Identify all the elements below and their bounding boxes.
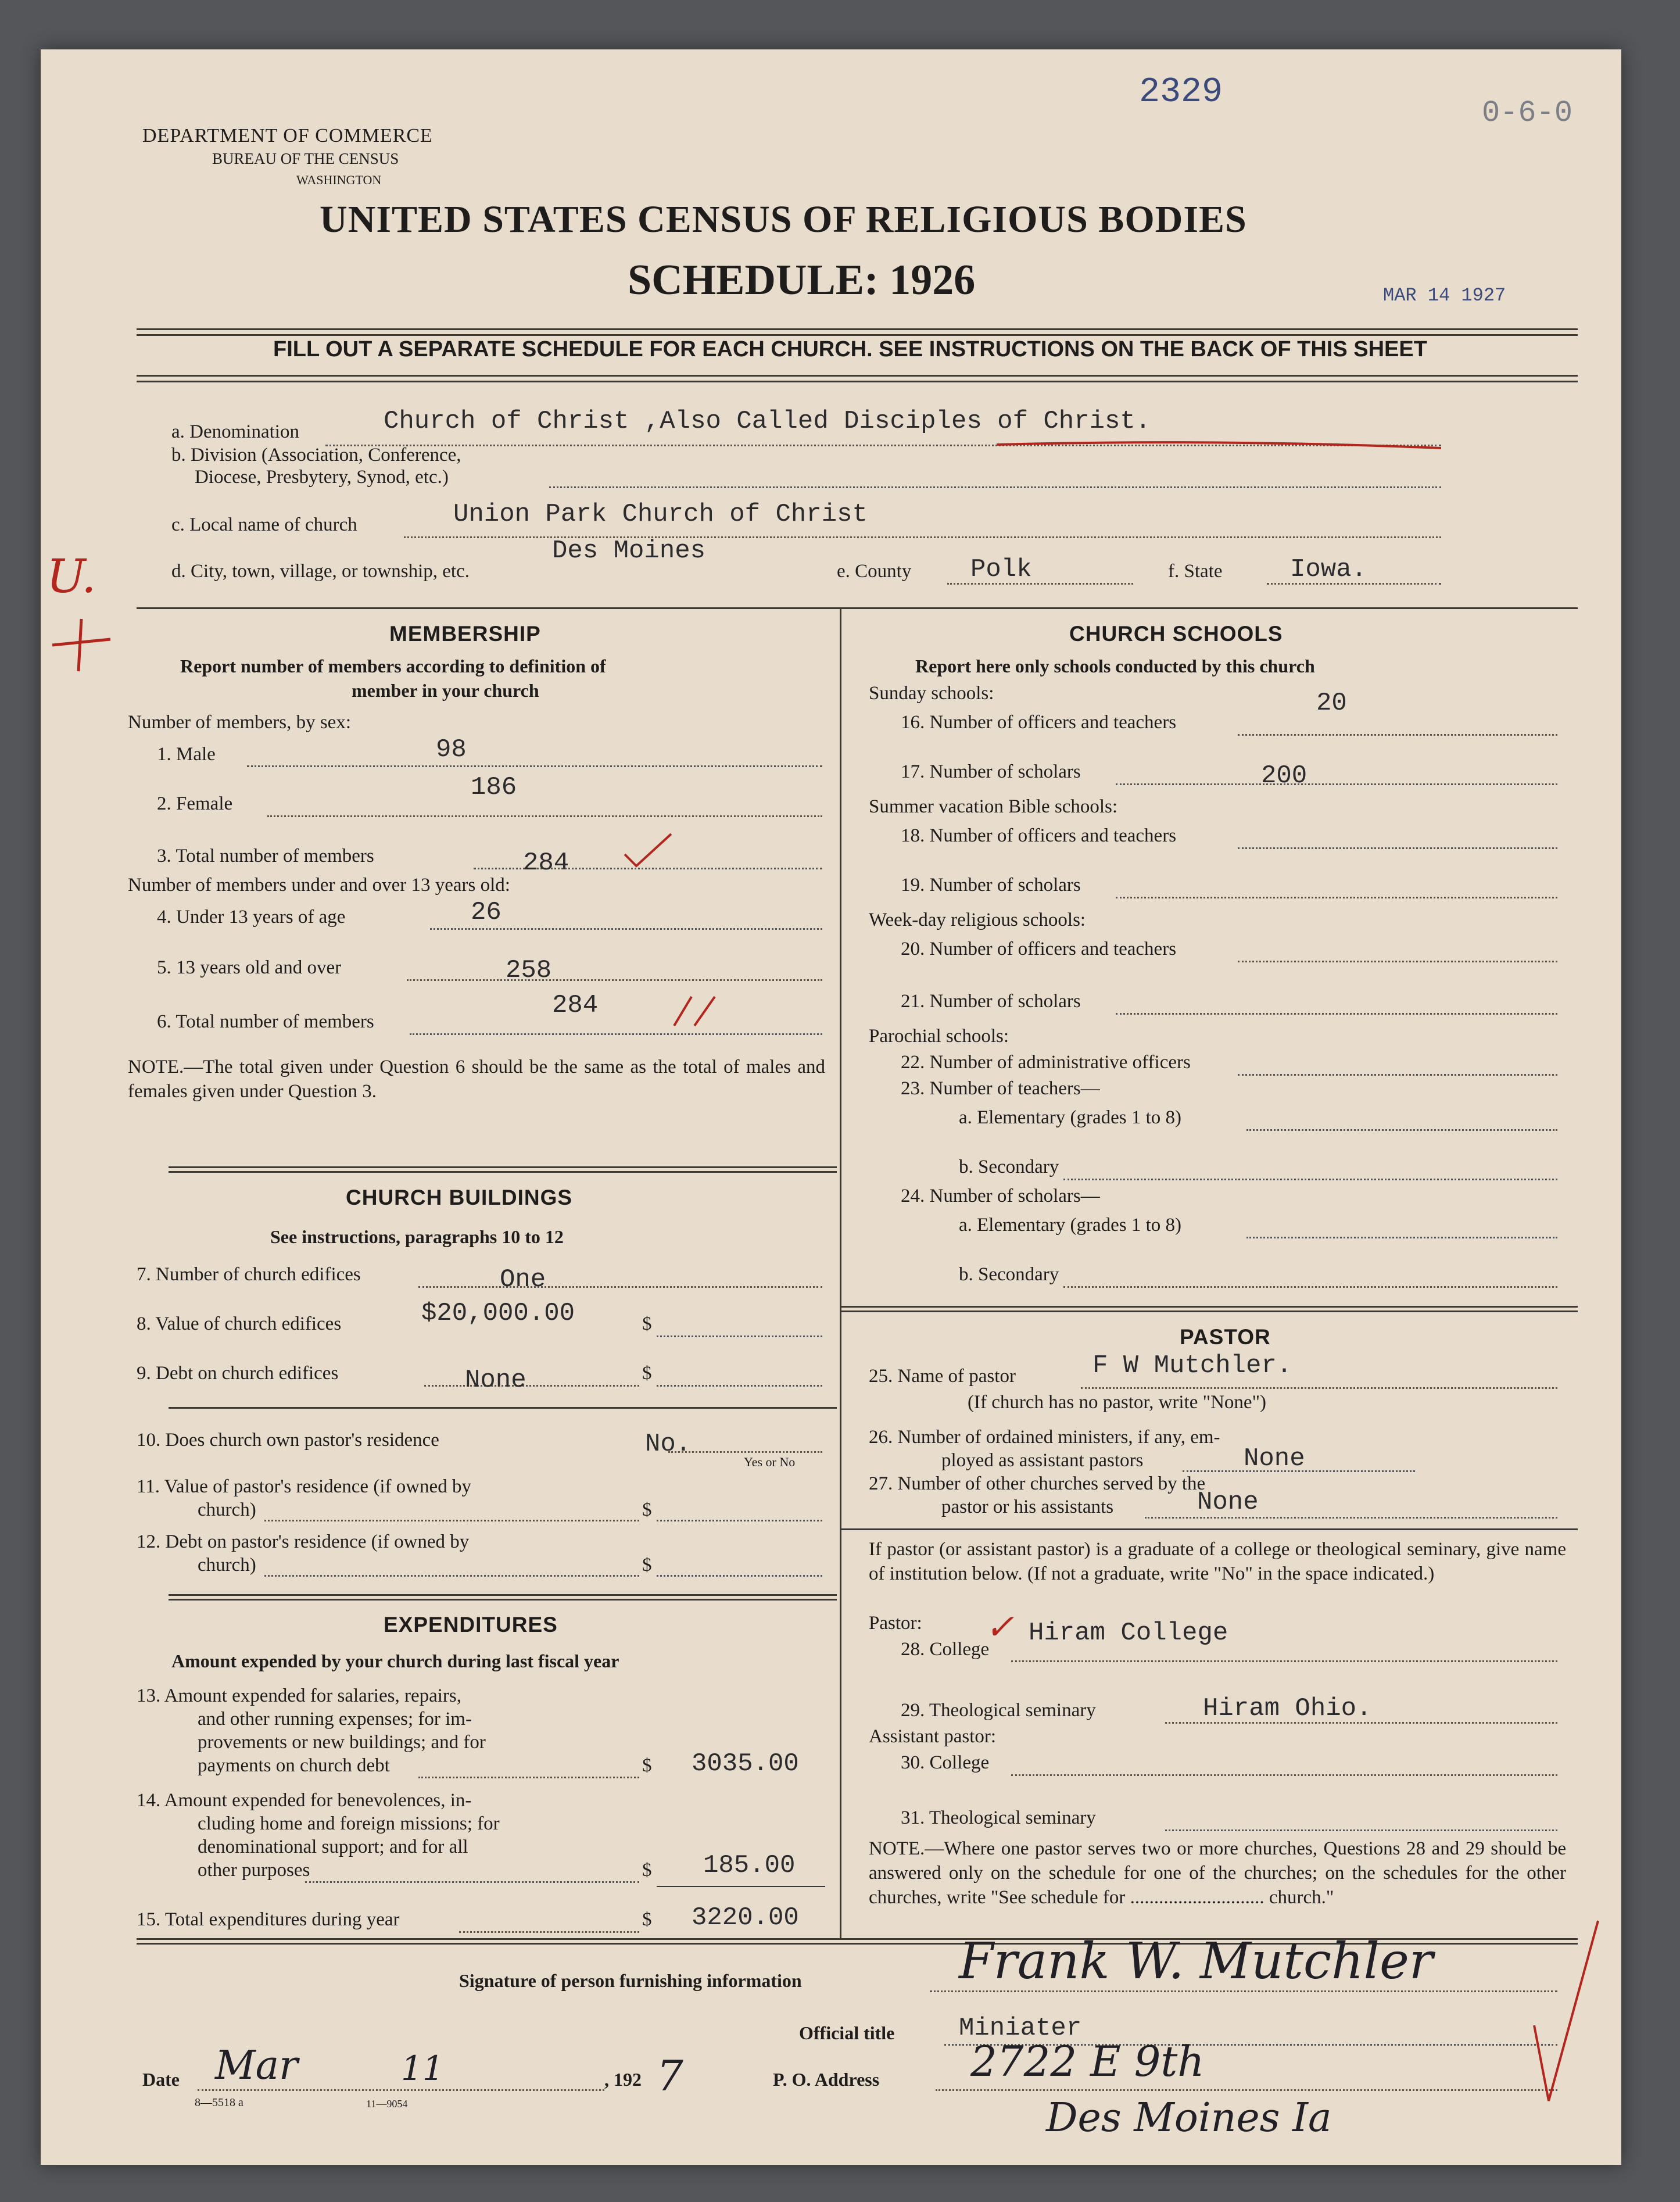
q14-line-2: cluding home and foreign missions; for — [198, 1813, 500, 1834]
q23a-label: a. Elementary (grades 1 to 8) — [959, 1107, 1182, 1128]
q8-dollar: $ — [642, 1313, 652, 1334]
date-month-handwriting: Mar — [215, 2043, 298, 2089]
q24b-label: b. Secondary — [959, 1264, 1059, 1285]
red-underline-mark — [994, 438, 1447, 455]
by-sex-label: Number of members, by sex: — [128, 712, 351, 733]
q13-line-4: payments on church debt — [198, 1755, 390, 1776]
q30-label: 30. College — [901, 1752, 990, 1773]
weekday-schools-label: Week-day religious schools: — [869, 910, 1086, 930]
stamp-number: 2329 — [1139, 73, 1223, 112]
q26-label-cont: ployed as assistant pastors — [941, 1450, 1144, 1471]
q27-label: 27. Number of other churches served by the — [869, 1473, 1206, 1494]
margin-mark: U. — [46, 549, 96, 603]
q7-label: 7. Number of church edifices — [137, 1264, 361, 1285]
q29-label: 29. Theological seminary — [901, 1700, 1096, 1721]
date-year-prefix: , 192 — [604, 2069, 642, 2090]
q28-value: Hiram College — [1029, 1619, 1228, 1648]
q16-label: 16. Number of officers and teachers — [901, 712, 1177, 733]
red-check-mark — [622, 831, 674, 872]
date-label: Date — [142, 2069, 180, 2090]
q9-value: None — [465, 1366, 526, 1395]
q17-value: 200 — [1261, 761, 1308, 790]
county-label: e. County — [837, 561, 912, 582]
q11-label: 11. Value of pastor's residence (if owned by — [137, 1476, 471, 1497]
date-year-digit: 7 — [657, 2051, 683, 2100]
po-address-city-handwriting: Des Moines Ia — [1046, 2095, 1332, 2141]
department-name: DEPARTMENT OF COMMERCE — [142, 125, 433, 146]
membership-intro-2: member in your church — [352, 680, 539, 701]
membership-note: NOTE.—The total given under Question 6 should be the same as the total of males and females given under Question 3. — [128, 1057, 825, 1102]
pastor-note: NOTE.—Where one pastor serves two or more churches, Questions 28 and 29 should be answered only on the schedule for one of the churches; on the schedules for the other churches, write "See schedule for ............................ church." — [869, 1838, 1566, 1908]
q12-label: 12. Debt on pastor's residence (if owned by — [137, 1531, 470, 1552]
county-value: Polk — [970, 555, 1032, 584]
q28-label: 28. College — [901, 1639, 990, 1660]
q20-label: 20. Number of officers and teachers — [901, 939, 1177, 959]
q9-label: 9. Debt on church edifices — [137, 1363, 339, 1384]
q13-line-1: 13. Amount expended for salaries, repairs, — [137, 1685, 462, 1706]
q1-value: 98 — [436, 735, 467, 764]
q29-value: Hiram Ohio. — [1203, 1694, 1372, 1723]
q5-label: 5. 13 years old and over — [157, 957, 342, 978]
q31-label: 31. Theological seminary — [901, 1807, 1096, 1828]
assistant-pastor-subheading: Assistant pastor: — [869, 1726, 997, 1747]
q15-label: 15. Total expenditures during year — [137, 1909, 400, 1930]
signature-label: Signature of person furnishing information — [459, 1970, 802, 1991]
q11-label-cont: church) — [198, 1499, 256, 1520]
q15-dollar: $ — [642, 1909, 652, 1930]
q19-label: 19. Number of scholars — [901, 875, 1081, 896]
buildings-heading: CHURCH BUILDINGS — [346, 1186, 573, 1209]
red-pencil-check: ✓ — [985, 1607, 1015, 1648]
q2-label: 2. Female — [157, 793, 233, 814]
corner-code: 0-6-0 — [1482, 96, 1573, 130]
census-schedule-sheet — [41, 49, 1621, 2165]
q10-hint: Yes or No — [744, 1455, 796, 1469]
red-cross-mark — [46, 613, 116, 677]
q8-value: $20,000.00 — [421, 1299, 575, 1328]
received-date-stamp: MAR 14 1927 — [1383, 285, 1506, 306]
buildings-intro: See instructions, paragraphs 10 to 12 — [270, 1226, 564, 1247]
po-address-handwriting: 2722 E 9th — [970, 2037, 1205, 2086]
q24-label: 24. Number of scholars— — [901, 1186, 1100, 1206]
q13-dollar: $ — [642, 1755, 652, 1776]
q14-line-3: denominational support; and for all — [198, 1836, 468, 1857]
q11-dollar: $ — [642, 1499, 652, 1520]
by-age-label: Number of members under and over 13 years old: — [128, 875, 510, 896]
local-name-label: c. Local name of church — [171, 514, 357, 535]
q6-label: 6. Total number of members — [157, 1011, 374, 1032]
pastor-subheading: Pastor: — [869, 1613, 922, 1634]
q23-label: 23. Number of teachers— — [901, 1078, 1100, 1099]
q25-label: 25. Name of pastor — [869, 1366, 1016, 1387]
expenditures-intro: Amount expended by your church during last fiscal year — [171, 1650, 619, 1671]
q22-label: 22. Number of administrative officers — [901, 1052, 1191, 1073]
q25-hint: (If church has no pastor, write "None") — [968, 1392, 1267, 1413]
q2-value: 186 — [471, 773, 517, 802]
q5-value: 258 — [506, 956, 552, 985]
membership-heading: MEMBERSHIP — [389, 622, 541, 646]
q25-value: F W Mutchler. — [1092, 1351, 1292, 1380]
parochial-schools-label: Parochial schools: — [869, 1026, 1009, 1047]
q10-label: 10. Does church own pastor's residence — [137, 1430, 439, 1451]
official-title-value: Miniater — [959, 2014, 1082, 2043]
q6-value: 284 — [552, 991, 599, 1020]
q10-value[interactable]: No. — [645, 1430, 692, 1459]
q1-label: 1. Male — [157, 744, 216, 765]
schools-heading: CHURCH SCHOOLS — [1069, 622, 1283, 646]
q21-label: 21. Number of scholars — [901, 991, 1081, 1012]
bureau-name: BUREAU OF THE CENSUS — [212, 150, 399, 167]
city-value: Des Moines — [552, 536, 706, 565]
q3-label: 3. Total number of members — [157, 846, 374, 867]
form-title: UNITED STATES CENSUS OF RELIGIOUS BODIES — [320, 198, 1247, 241]
q3-value: 284 — [523, 848, 569, 878]
q4-value: 26 — [471, 898, 502, 927]
division-label: b. Division (Association, Conference, — [171, 445, 461, 466]
membership-intro: Report number of members according to definition of — [180, 656, 606, 676]
red-long-check-mark — [1528, 1915, 1604, 2107]
q17-label: 17. Number of scholars — [901, 761, 1081, 782]
q16-value: 20 — [1316, 689, 1347, 718]
q12-dollar: $ — [642, 1555, 652, 1576]
q13-line-3: provements or new buildings; and for — [198, 1732, 486, 1753]
q4-label: 4. Under 13 years of age — [157, 907, 346, 928]
red-double-tick-mark — [668, 991, 726, 1032]
q24a-label: a. Elementary (grades 1 to 8) — [959, 1215, 1182, 1236]
date-day-handwriting: 11 — [401, 2049, 444, 2088]
q7-value: One — [500, 1265, 546, 1294]
q27-value: None — [1197, 1488, 1259, 1517]
q14-value: 185.00 — [703, 1851, 796, 1880]
q26-label: 26. Number of ordained ministers, if any, em- — [869, 1427, 1220, 1448]
form-number: 8—5518 a — [195, 2096, 243, 2109]
fill-out-instruction: FILL OUT A SEPARATE SCHEDULE FOR EACH CHURCH. SEE INSTRUCTIONS ON THE BACK OF THIS SHEET — [273, 337, 1427, 361]
q13-line-2: and other running expenses; for im- — [198, 1709, 472, 1730]
q14-line-1: 14. Amount expended for benevolences, in- — [137, 1790, 472, 1811]
signature-handwriting: Frank W. Mutchler — [959, 1932, 1433, 1990]
local-name-value: Union Park Church of Christ — [453, 500, 868, 529]
q14-dollar: $ — [642, 1860, 652, 1881]
official-title-label: Official title — [799, 2022, 895, 2043]
graduate-note: If pastor (or assistant pastor) is a graduate of a college or theological seminary, give name of institution below. (If not a graduate, write "No" in the space indicated.) — [869, 1539, 1566, 1584]
schedule-year: SCHEDULE: 1926 — [628, 256, 976, 304]
print-number: 11—9054 — [366, 2098, 408, 2110]
q12-label-cont: church) — [198, 1555, 256, 1576]
q8-label: 8. Value of church edifices — [137, 1313, 342, 1334]
division-label-cont: Diocese, Presbytery, Synod, etc.) — [195, 467, 449, 488]
pastor-heading: PASTOR — [1180, 1325, 1271, 1349]
denomination-label: a. Denomination — [171, 421, 299, 442]
q23b-label: b. Secondary — [959, 1157, 1059, 1177]
q14-line-4: other purposes — [198, 1860, 310, 1881]
expenditures-heading: EXPENDITURES — [384, 1613, 558, 1637]
denomination-value: Church of Christ ,Also Called Disciples of Christ. — [384, 407, 1151, 436]
q18-label: 18. Number of officers and teachers — [901, 825, 1177, 846]
sunday-schools-label: Sunday schools: — [869, 683, 994, 704]
state-value: Iowa. — [1290, 555, 1367, 584]
q9-dollar: $ — [642, 1363, 652, 1384]
q15-value: 3220.00 — [692, 1903, 799, 1932]
q13-value: 3035.00 — [692, 1749, 799, 1778]
q26-value: None — [1244, 1444, 1305, 1473]
schools-intro: Report here only schools conducted by this church — [915, 656, 1315, 676]
q27-label-cont: pastor or his assistants — [941, 1496, 1114, 1517]
bureau-city: WASHINGTON — [296, 173, 382, 187]
city-label: d. City, town, village, or township, etc. — [171, 561, 470, 582]
po-address-label: P. O. Address — [773, 2069, 880, 2090]
state-label: f. State — [1168, 561, 1223, 582]
summer-schools-label: Summer vacation Bible schools: — [869, 796, 1118, 817]
